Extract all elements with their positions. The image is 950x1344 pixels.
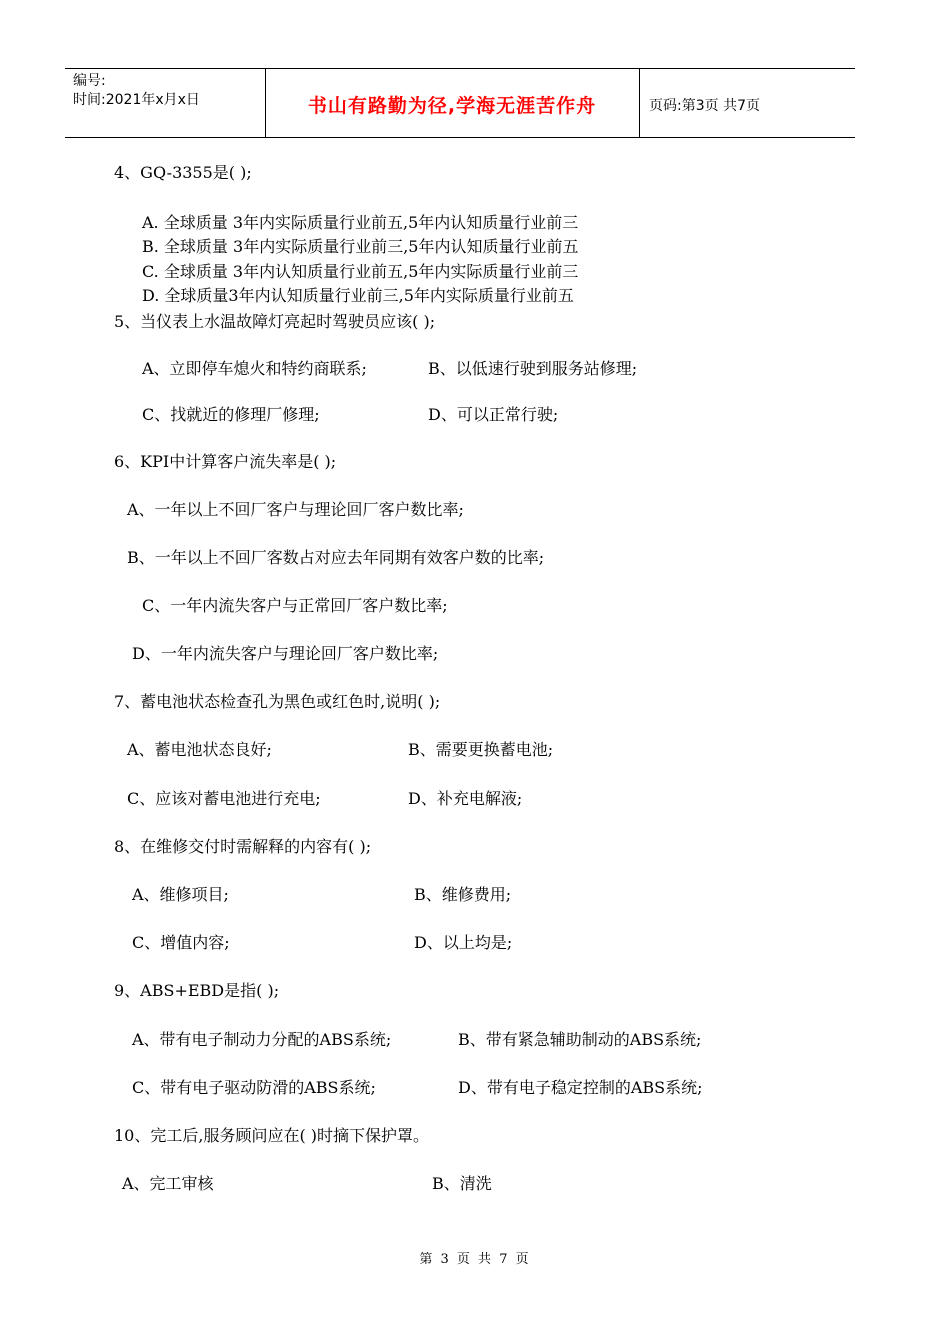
question-9-option-d: D、带有电子稳定控制的ABS系统; bbox=[458, 1078, 703, 1097]
question-8-option-d: D、以上均是; bbox=[414, 933, 513, 952]
question-9-option-b: B、带有紧急辅助制动的ABS系统; bbox=[458, 1030, 702, 1049]
question-10-option-a: A、完工审核 bbox=[122, 1174, 214, 1193]
question-8-option-a: A、维修项目; bbox=[132, 885, 229, 904]
question-9-option-a: A、带有电子制动力分配的ABS系统; bbox=[132, 1030, 392, 1049]
question-10-stem: 10、完工后,服务顾问应在( )时摘下保护罩。 bbox=[114, 1126, 430, 1145]
question-6-option-d: D、一年内流失客户与理论回厂客户数比率; bbox=[132, 644, 439, 663]
question-9-option-c: C、带有电子驱动防滑的ABS系统; bbox=[132, 1078, 376, 1097]
question-7-option-c: C、应该对蓄电池进行充电; bbox=[127, 789, 321, 808]
question-5-option-c: C、找就近的修理厂修理; bbox=[142, 405, 320, 424]
question-5-stem: 5、当仪表上水温故障灯亮起时驾驶员应该( ); bbox=[114, 312, 436, 331]
question-7-option-a: A、蓄电池状态良好; bbox=[127, 740, 272, 759]
question-4-option-c: C. 全球质量 3年内认知质量行业前五,5年内实际质量行业前三 bbox=[142, 262, 579, 281]
question-4-option-a: A. 全球质量 3年内实际质量行业前五,5年内认知质量行业前三 bbox=[142, 213, 579, 232]
header-motto: 书山有路勤为径,学海无涯苦作舟 bbox=[307, 95, 597, 117]
question-6-option-c: C、一年内流失客户与正常回厂客户数比率; bbox=[142, 596, 448, 615]
question-6-option-a: A、一年以上不回厂客户与理论回厂客户数比率; bbox=[127, 500, 464, 519]
question-8-stem: 8、在维修交付时需解释的内容有( ); bbox=[114, 837, 372, 856]
question-5-option-b: B、以低速行驶到服务站修理; bbox=[428, 359, 638, 378]
header-meta bbox=[73, 72, 200, 110]
question-4-option-b: B. 全球质量 3年内实际质量行业前三,5年内认知质量行业前五 bbox=[142, 237, 579, 256]
question-6-option-b: B、一年以上不回厂客数占对应去年同期有效客户数的比率; bbox=[127, 548, 545, 567]
page-footer: 第 3 页 共 7 页 bbox=[419, 1252, 531, 1267]
question-10-option-b: B、清洗 bbox=[432, 1174, 492, 1193]
question-9-stem: 9、ABS+EBD是指( ); bbox=[114, 981, 280, 1000]
question-8-option-b: B、维修费用; bbox=[414, 885, 512, 904]
question-7-option-d: D、补充电解液; bbox=[408, 789, 523, 808]
time-label: 时间:2021年x月x日 bbox=[73, 92, 200, 108]
question-7-stem: 7、蓄电池状态检查孔为黑色或红色时,说明( ); bbox=[114, 692, 441, 711]
question-8-option-c: C、增值内容; bbox=[132, 933, 230, 952]
question-7-option-b: B、需要更换蓄电池; bbox=[408, 740, 554, 759]
question-6-stem: 6、KPI中计算客户流失率是( ); bbox=[114, 452, 337, 471]
question-4-option-d: D. 全球质量3年内认知质量行业前三,5年内实际质量行业前五 bbox=[142, 286, 574, 305]
question-5-option-d: D、可以正常行驶; bbox=[428, 405, 559, 424]
header-page-label: 页码:第3页 共7页 bbox=[649, 98, 760, 114]
question-5-option-a: A、立即停车熄火和特约商联系; bbox=[142, 359, 367, 378]
header-divider bbox=[639, 69, 640, 137]
document-header bbox=[65, 68, 855, 138]
question-4-stem: 4、GQ-3355是( ); bbox=[114, 163, 252, 182]
number-label: 编号: bbox=[73, 73, 106, 89]
